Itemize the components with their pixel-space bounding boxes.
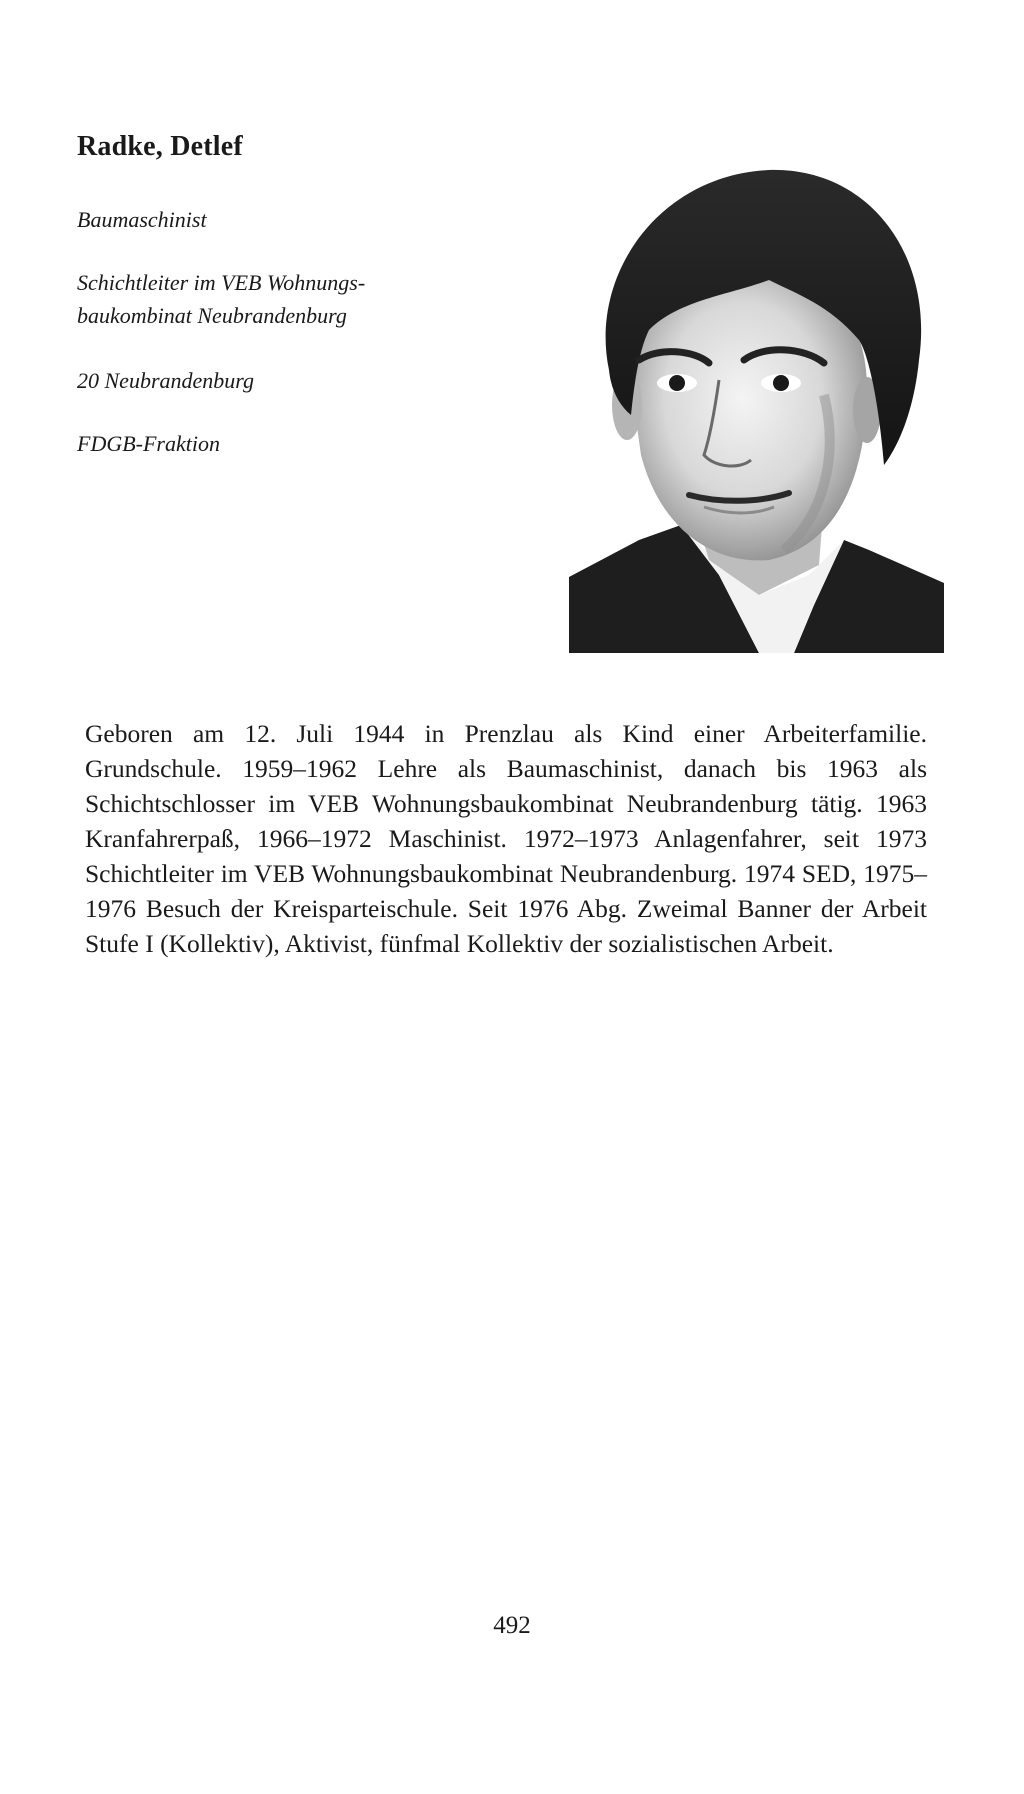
biography-text: Geboren am 12. Juli 1944 in Prenzlau als Kind einer Arbeiterfamilie. Grundschule. 1959–1962 Lehre als Baumaschinist, danach bis 1963 als Schichtschlosser im VEB Wohnungsbaukombinat Neubrandenburg tätig. 1963 Kranfahrerpaß, 1966–1972 Maschinist. 1972–1973 Anlagenfahrer, seit 1973 Schichtleiter im VEB Wohnungsbaukombinat Neubrandenburg. 1974 SED, 1975–1976 Besuch der Kreisparteischule. Seit 1976 Abg. Zweimal Banner der Arbeit Stufe I (Kollektiv), Aktivist, fünfmal Kollektiv der sozialistischen Arbeit. <box>85 719 927 958</box>
position-line-1: Schichtleiter im VEB Wohnungs- <box>77 270 366 295</box>
person-name: Radke, Detlef <box>77 131 243 162</box>
position-line-2: baukombinat Neubrandenburg <box>77 303 347 328</box>
place: 20 Neubrandenburg <box>77 368 255 393</box>
position <box>77 266 365 332</box>
faction: FDGB-Fraktion <box>77 431 220 456</box>
portrait-photo <box>569 155 944 653</box>
profession: Baumaschinist <box>77 207 207 232</box>
page-number: 492 <box>493 1612 531 1639</box>
portrait-illustration <box>569 155 944 653</box>
